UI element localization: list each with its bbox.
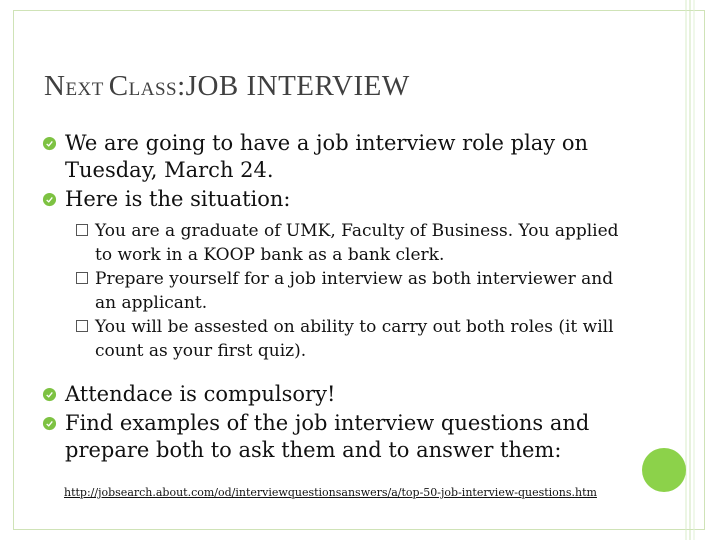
bullet-item	[42, 186, 622, 213]
green-circle-bullet-icon	[42, 136, 57, 151]
bullet-text: Here is the situation:	[65, 187, 291, 211]
checkbox-bullet-icon	[76, 320, 88, 332]
sub-bullet-text: You are a graduate of UMK, Faculty of Business. You applied to work in a KOOP bank as a bank clerk.	[95, 221, 619, 265]
green-circle-bullet-icon	[42, 192, 57, 207]
sub-bullet-item	[76, 315, 622, 363]
sub-bullet-list	[76, 219, 622, 363]
green-circle-bullet-icon	[42, 416, 57, 431]
slide-content	[42, 130, 622, 466]
sub-bullet-text: Prepare yourself for a job interview as both interviewer and an applicant.	[95, 269, 614, 313]
bullet-text: We are going to have a job interview role play on Tuesday, March 24.	[65, 131, 589, 182]
interview-questions-link[interactable]: http://jobsearch.about.com/od/interviewquestionsanswers/a/top-50-job-interview-questions.htm	[64, 486, 597, 499]
decorative-edge-lines	[680, 0, 720, 540]
bullet-item	[42, 410, 622, 464]
bullet-item	[42, 130, 622, 184]
bullet-item	[42, 381, 622, 408]
bullet-text: Find examples of the job interview questions and prepare both to ask them and to answer them:	[65, 411, 590, 462]
checkbox-bullet-icon	[76, 272, 88, 284]
checkbox-bullet-icon	[76, 224, 88, 236]
sub-bullet-item	[76, 219, 622, 267]
bullet-text: Attendace is compulsory!	[65, 382, 336, 406]
green-circle-bullet-icon	[42, 387, 57, 402]
sub-bullet-text: You will be assested on ability to carry out both roles (it will count as your first quiz).	[95, 317, 614, 361]
page-title: NEXT CLASS:JOB INTERVIEW	[44, 70, 410, 102]
sub-bullet-item	[76, 267, 622, 315]
decorative-green-circle	[642, 448, 686, 492]
